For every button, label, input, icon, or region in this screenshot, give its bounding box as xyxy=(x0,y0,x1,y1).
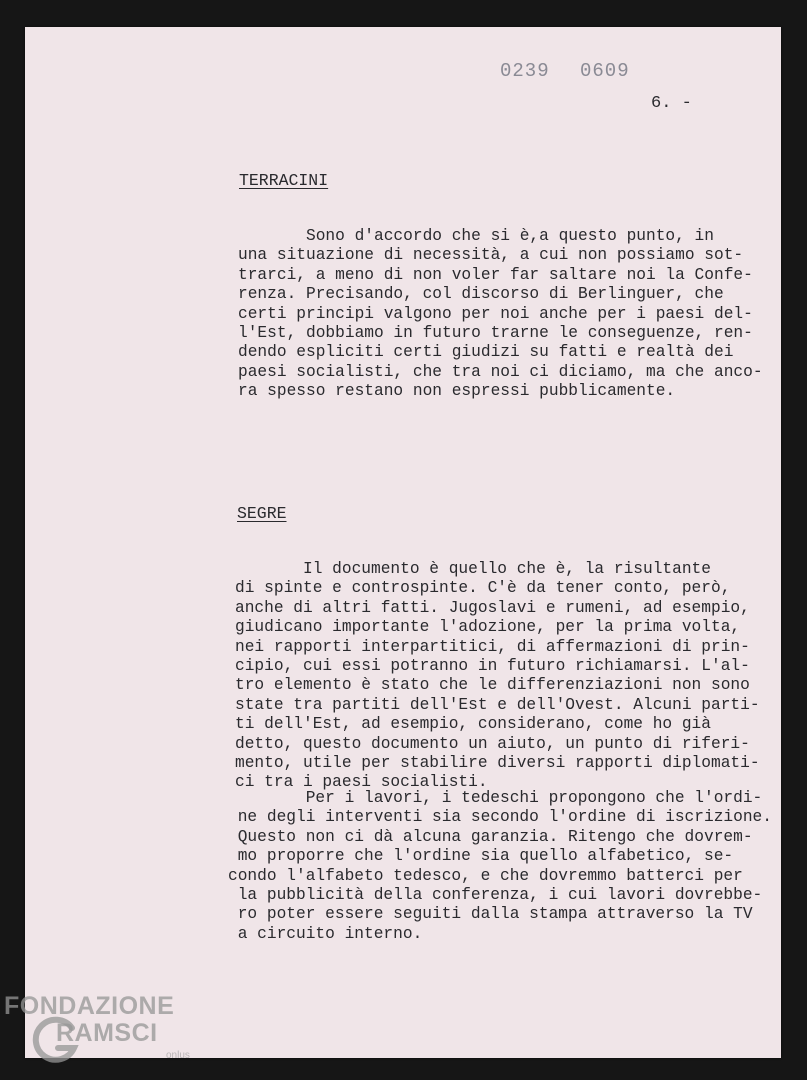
archive-ref-number: 0609 xyxy=(580,60,630,82)
fondazione-gramsci-logo xyxy=(4,992,204,1076)
logo-text: RAMSCI xyxy=(56,1019,158,1047)
speaker-heading-terracini: TERRACINI xyxy=(239,171,329,190)
paragraph: Il documento è quello che è, la risultante di spinte e controspinte. C'è da tener conto, però, anche di altri fatti. Jugoslavi e rumeni, ad esempio, giudicano importante l'adozione, per la prima volta, nei rapporti interpartitici, di affermazioni di prin- cipio, cui essi potranno in futuro richiamarsi. L'al- tro elemento è stato che le differenziazioni non sono state tra partiti dell'Est e dell'Ovest. Alcuni parti- ti dell'Est, ad esempio, considerano, come ho già detto, questo documento un aiuto, un punto di riferi- mento, utile per stabilire diversi rapporti diplomati- ci tra i paesi socialisti. xyxy=(235,560,760,792)
logo-suffix: onlus xyxy=(166,1050,190,1061)
speaker-heading-segre: SEGRE xyxy=(237,504,287,523)
archive-ref-number: 0239 xyxy=(500,60,550,82)
page-number: 6. - xyxy=(651,94,692,113)
paragraph: Per i lavori, i tedeschi propongono che l'ordi- ne degli interventi sia secondo l'ordine di iscrizione. Questo non ci dà alcuna garanzia. Ritengo che dovrem- mo proporre che l'ordine sia quello alfabetico, se- condo l'alfabeto tedesco, e che dovremmo batterci per la pubblicità della conferenza, i cui lavori dovrebbe- ro poter essere seguiti dalla stampa attraverso la TV a circuito interno. xyxy=(228,789,772,943)
paragraph: Sono d'accordo che si è,a questo punto, in una situazione di necessità, a cui non possiamo sot- trarci, a meno di non voler far saltare noi la Confe- renza. Precisando, col discorso di Berlinguer, che certi principi valgono per noi anche per i paesi del- l'Est, dobbiamo in futuro trarne le conseguenze, ren- dendo espliciti certi giudizi su fatti e realtà dei paesi socialisti, che tra noi ci diciamo, ma che anco- ra spesso restano non espressi pubblicamente. xyxy=(238,227,763,401)
document-page xyxy=(25,27,781,1058)
logo-text: FONDAZIONE xyxy=(4,992,175,1020)
